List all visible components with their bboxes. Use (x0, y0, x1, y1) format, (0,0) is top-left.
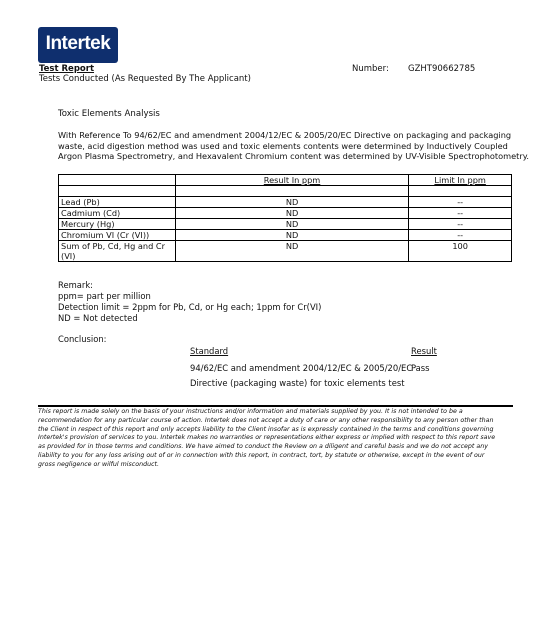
limit-cell: 100 (409, 241, 512, 262)
standard-line: Directive (packaging waste) for toxic elements test (190, 378, 405, 388)
header-cell-result: Result In ppm (175, 175, 409, 186)
element-cell: Lead (Pb) (59, 197, 176, 208)
remark-line: ppm= part per million (58, 291, 151, 301)
paragraph-line: Argon Plasma Spectrometry, and Hexavalent Chromium content was determined by UV-Visible Spectrophotometry. (58, 151, 530, 161)
conclusion-label: Conclusion: (58, 334, 107, 344)
result-header: Result (411, 346, 437, 356)
limit-cell: -- (409, 219, 512, 230)
element-cell: Cadmium (Cd) (59, 208, 176, 219)
table-row (59, 219, 512, 230)
result-value: Pass (411, 363, 430, 373)
number-label: Number: (352, 64, 389, 74)
disclaimer-line: recommendation for any particular course of action. Intertek does not accept a duty of care or any other responsibility to any person other than (38, 416, 494, 424)
result-cell: ND (175, 208, 409, 219)
table-spacer-row (59, 186, 512, 197)
result-cell: ND (175, 219, 409, 230)
disclaimer-line: gross negligence or wilful misconduct. (38, 460, 160, 468)
paragraph-line: waste, acid digestion method was used and toxic elements contents were determined by Inductively Coupled (58, 140, 508, 151)
table-row (59, 197, 512, 208)
report-subtitle: Tests Conducted (As Requested By The Applicant) (39, 74, 251, 84)
disclaimer (38, 408, 518, 470)
table-row (59, 230, 512, 241)
remark-line: Remark: (58, 280, 94, 290)
table-header-row (59, 175, 512, 186)
header-cell-limit: Limit In ppm (409, 175, 512, 186)
standard-line: 94/62/EC and amendment 2004/12/EC & 2005/20/EC (190, 363, 413, 373)
standard-header: Standard (190, 346, 229, 356)
element-cell: Mercury (Hg) (59, 219, 176, 230)
method-paragraph (58, 130, 530, 162)
intertek-logo (38, 27, 118, 63)
remark-line: Detection limit = 2ppm for Pb, Cd, or Hg each; 1ppm for Cr(VI) (58, 302, 322, 312)
limit-cell: -- (409, 197, 512, 208)
table-row (59, 208, 512, 219)
disclaimer-line: Intertek's provision of services to you. Intertek makes no warranties or representations either express or implied with respect to this report save (38, 434, 496, 442)
logo-text: Intertek (45, 33, 111, 54)
result-cell: ND (175, 241, 409, 262)
results-table (58, 174, 512, 262)
disclaimer-line: liability to you for any loss arising out of or in connection with this report, in contract, tort, by statute or otherwise, except in the event of our (38, 451, 485, 459)
table-row (59, 241, 512, 262)
result-cell: ND (175, 230, 409, 241)
number-value: GZHT90662785 (408, 64, 476, 74)
paragraph-line: With Reference To 94/62/EC and amendment 2004/12/EC & 2005/20/EC Directive on packaging and packaging (58, 130, 512, 140)
element-cell: Sum of Pb, Cd, Hg and Cr (VI) (59, 241, 176, 262)
footer-divider (38, 405, 513, 407)
report-title: Test Report (39, 64, 95, 74)
element-cell: Chromium VI (Cr (VI)) (59, 230, 176, 241)
remark-block (58, 280, 321, 324)
disclaimer-line: This report is made solely on the basis of your instructions and/or information and materials supplied by you. It is not intended to be a (38, 408, 463, 415)
limit-cell: -- (409, 230, 512, 241)
disclaimer-line: as provided for in those terms and conditions. We have aimed to conduct the Review on a diligent and careful basis and we do not accept any (38, 443, 488, 451)
remark-line: ND = Not detected (58, 313, 138, 323)
disclaimer-line: the Client in respect of this report and only accepts liability to the Client insofar as is expressly contained in the terms and conditions governing (38, 425, 494, 433)
header-cell (59, 175, 176, 186)
result-cell: ND (175, 197, 409, 208)
limit-cell: -- (409, 208, 512, 219)
section-title: Toxic Elements Analysis (58, 109, 160, 119)
